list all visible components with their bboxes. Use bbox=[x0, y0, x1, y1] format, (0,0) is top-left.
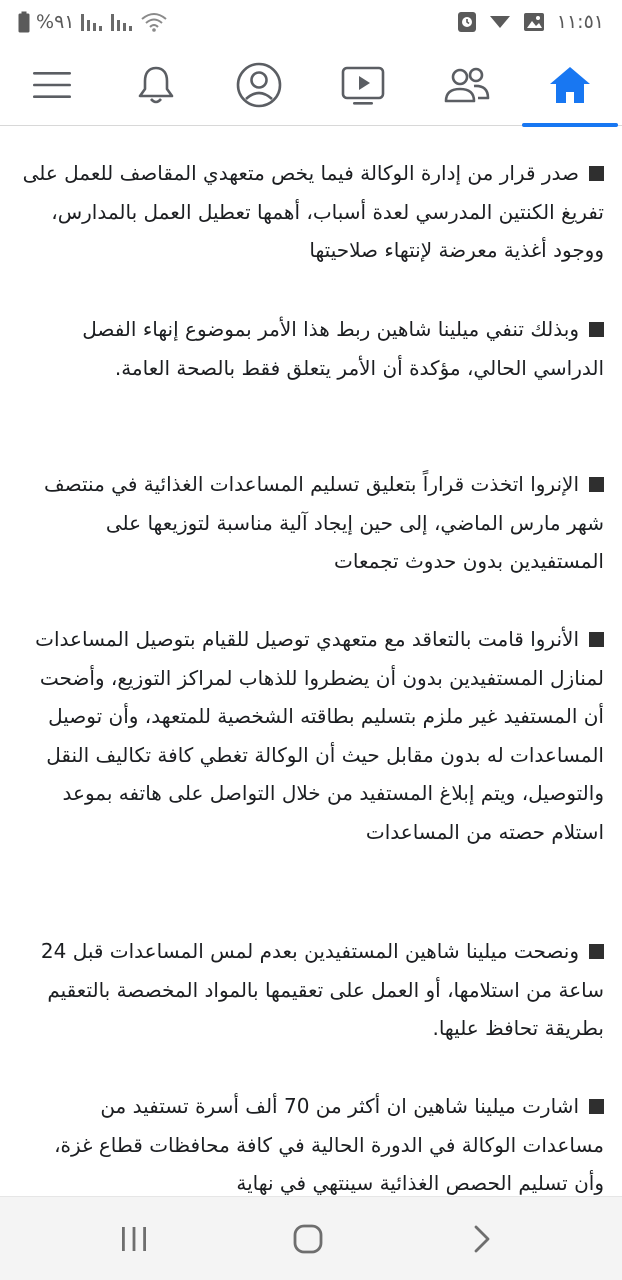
recent-apps-icon bbox=[119, 1225, 149, 1253]
status-bar-right bbox=[457, 8, 604, 36]
battery-percentage: %٩١ bbox=[36, 11, 75, 33]
profile-icon bbox=[235, 61, 283, 109]
home-button-icon bbox=[292, 1223, 324, 1255]
home-tab[interactable] bbox=[518, 44, 622, 126]
menu-tab[interactable] bbox=[0, 44, 104, 126]
paragraph-text: صدر قرار من إدارة الوكالة فيما يخص متعهدي المقاصف للعمل على تفريغ الكنتين المدرسي لعدة أسباب، أهمها تعطيل العمل بالمدارس، ووجود أغذية معرضة لإنتهاء صلاحيتها bbox=[22, 161, 604, 262]
system-navigation-bar bbox=[0, 1196, 622, 1280]
watch-tab[interactable] bbox=[311, 44, 415, 126]
status-bar-left bbox=[18, 8, 168, 36]
top-navigation-bar bbox=[0, 44, 622, 126]
status-bar bbox=[0, 0, 622, 44]
home-button[interactable] bbox=[268, 1197, 348, 1280]
clock: ١١:٥١ bbox=[556, 11, 604, 33]
article-paragraph bbox=[18, 1087, 604, 1196]
article-paragraph bbox=[18, 154, 604, 270]
article-paragraph bbox=[18, 310, 604, 387]
gallery-icon bbox=[523, 12, 545, 32]
article-body bbox=[0, 127, 622, 1196]
bell-icon bbox=[136, 64, 176, 106]
signal-icon bbox=[110, 12, 134, 32]
menu-icon bbox=[32, 69, 72, 101]
bullet-square-icon bbox=[589, 166, 604, 181]
paragraph-text: اشارت ميلينا شاهين ان أكثر من 70 ألف أسرة تستفيد من مساعدات الوكالة في الدورة الحالية في كافة محافظات قطاع غزة، وأن تسليم الحصص الغذائية سينتهي في نهاية bbox=[54, 1094, 604, 1195]
data-indicator-icon bbox=[489, 14, 511, 30]
home-icon bbox=[547, 64, 593, 106]
video-icon bbox=[341, 64, 385, 106]
friends-icon bbox=[443, 65, 491, 105]
friends-tab[interactable] bbox=[415, 44, 519, 126]
bullet-square-icon bbox=[589, 632, 604, 647]
battery-icon bbox=[18, 11, 30, 33]
wifi-icon bbox=[140, 11, 168, 33]
paragraph-text: الإنروا اتخذت قراراً بتعليق تسليم المساعدات الغذائية في منتصف شهر مارس الماضي، إلى حين إيجاد آلية مناسبة لتوزيعها على المستفيدين بدون حدوث تجمعات bbox=[43, 472, 604, 573]
article-paragraph bbox=[18, 465, 604, 581]
paragraph-text: ونصحت ميلينا شاهين المستفيدين بعدم لمس المساعدات قبل 24 ساعة من استلامها، أو العمل على تعقيمها بالمواد المخصصة بالتعقيم بطريقة تحافظ عليها. bbox=[40, 939, 604, 1040]
back-button[interactable] bbox=[442, 1197, 522, 1280]
clock-app-icon bbox=[457, 11, 477, 33]
signal-icon bbox=[80, 12, 104, 32]
paragraph-text: وبذلك تنفي ميلينا شاهين ربط هذا الأمر بموضوع إنهاء الفصل الدراسي الحالي، مؤكدة أن الأمر يتعلق فقط بالصحة العامة. bbox=[82, 317, 604, 380]
bullet-square-icon bbox=[589, 944, 604, 959]
article-paragraph bbox=[18, 620, 604, 851]
article-paragraph bbox=[18, 932, 604, 1048]
back-icon bbox=[472, 1224, 492, 1254]
bullet-square-icon bbox=[589, 1099, 604, 1114]
bullet-square-icon bbox=[589, 322, 604, 337]
bullet-square-icon bbox=[589, 477, 604, 492]
profile-tab[interactable] bbox=[207, 44, 311, 126]
recent-apps-button[interactable] bbox=[94, 1197, 174, 1280]
paragraph-text: الأنروا قامت بالتعاقد مع متعهدي توصيل للقيام بتوصيل المساعدات لمنازل المستفيدين بدون أن يضطروا للذهاب لمراكز التوزيع، وأضحت أن المستفيد غير ملزم بتسليم بطاقته الشخصية للمتعهد، وأن توصيل المساعدات له بدون مقابل حيث أن الوكالة تغطي كافة تكاليف النقل والتوصيل، ويتم إبلاغ المستفيد من خلال التواصل على هاتفه بموعد استلام حصته من المساعدات bbox=[35, 627, 604, 844]
notifications-tab[interactable] bbox=[104, 44, 208, 126]
